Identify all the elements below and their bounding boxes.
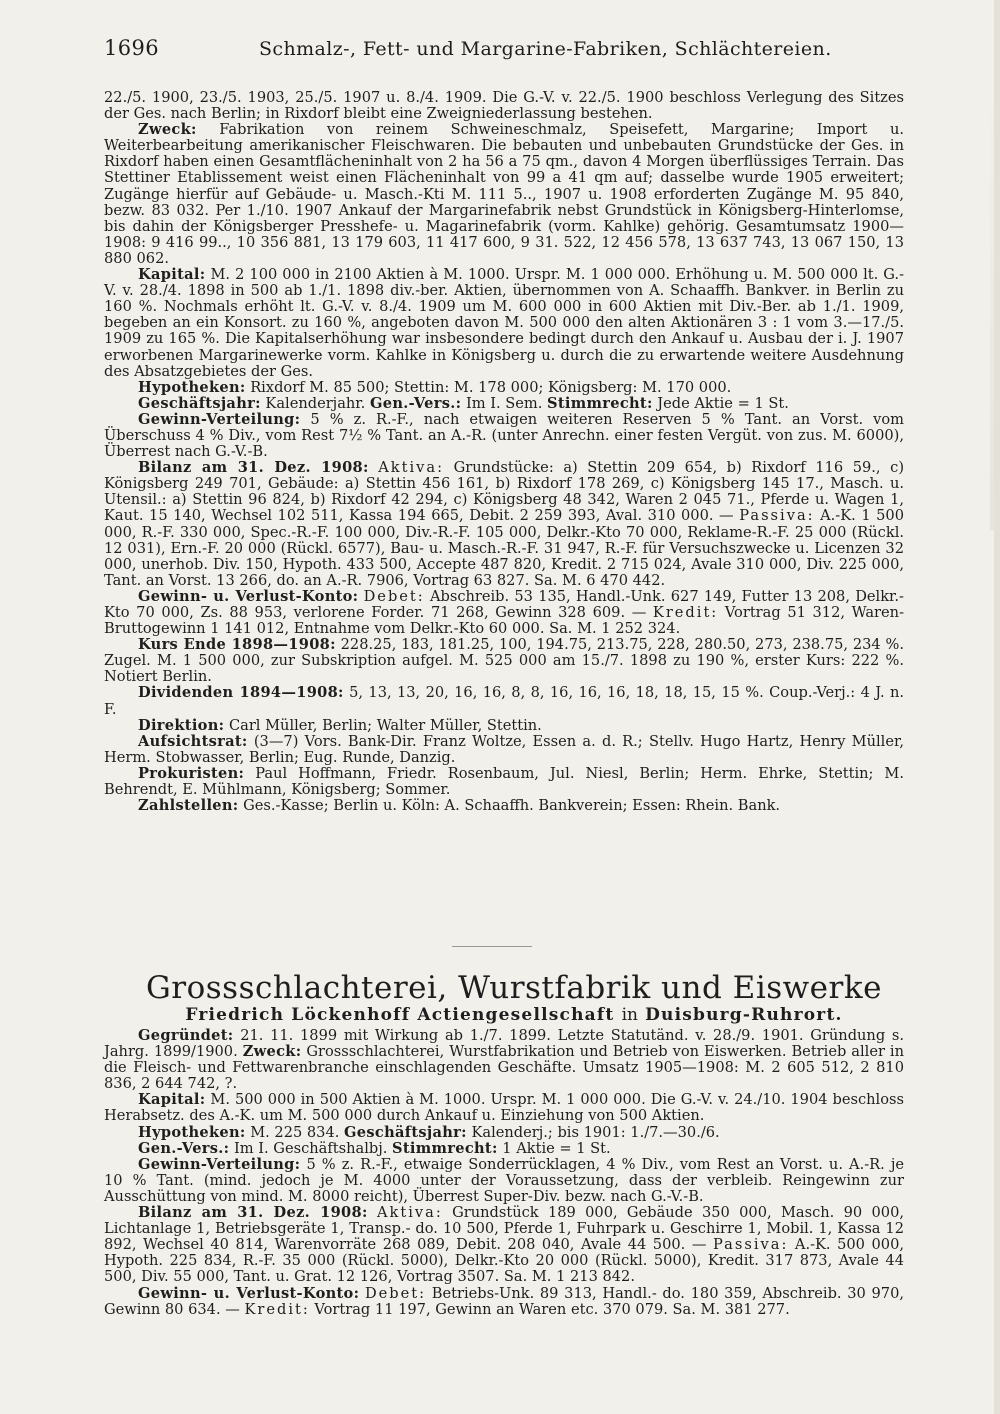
dividenden-paragraph (104, 685, 904, 717)
page-number: 1696 (104, 36, 160, 60)
kapital2-text: M. 500 000 in 500 Aktien à M. 1000. Urspr. M. 1 000 000. Die G.-V. v. 24./10. 1904 beschloss Herabsetz. des A.-K. um M. 500 000 durch Ankauf u. Einziehung von 500 Aktien. (104, 1091, 904, 1125)
stimmrecht-text: Jede Aktie = 1 St. (657, 394, 789, 412)
hypotheken2-paragraph (104, 1125, 904, 1141)
guv2-debet-text: Betriebs-Unk. 89 313, Handl.- do. 180 359, Abschreib. 30 970, Gewinn 80 634. — (104, 1284, 904, 1318)
subtitle-place: Duisburg-Ruhrort. (645, 1005, 843, 1025)
company-entry-continued (104, 90, 904, 814)
kurs-label: Kurs Ende 1898—1908: (138, 636, 336, 654)
guv-paragraph (104, 589, 904, 637)
geschaeftsjahr-text: Kalenderjahr. (265, 394, 366, 412)
stimmrecht2-label: Stimmrecht: (392, 1139, 498, 1157)
geschaeftsjahr2-label: Geschäftsjahr: (344, 1123, 467, 1141)
zweck-text: Fabrikation von reinem Schweineschmalz, Speisefett, Margarine; Import u. Weiterbearbeitung amerikanischer Fleischwaren. Die bebauten und unbebauten Grundstücke der Ges. in Rixdorf haben einen Gesamtflächeninhalt von 2 ha 56 a 75 qm., davon 4 Morgen überflüssiges Terrain. Das Stettiner Etablissement weist einen Flächeninhalt von 99 a 41 qm auf; dasselbe wurde 1905 erweitert; Zugänge hierfür auf Gebäude- u. Masch.-Kti M. 111 5.., 1907 u. 1908 erforderten Zugänge M. 95 840, bezw. 83 032. Per 1./10. 1907 Ankauf der Margarinefabrik nebst Grundstück in Königsberg-Hinterlomse, bis dahin der Königsberger Presshefe- u. Magarinefabrik (vorm. Kahlke) gehörig. Gesamtumsatz 1900—1908: 9 416 99.., 10 356 881, 13 179 603, 11 417 600, 9 31. 522, 12 456 578, 13 637 743, 13 067 150, 13 880 062. (104, 121, 904, 267)
dividenden-label: Dividenden 1894—1908: (138, 684, 344, 702)
guv-label: Gewinn- u. Verlust-Konto: (138, 587, 359, 605)
zweck2-text: Grossschlachterei, Wurstfabrikation und Betrieb von Eiswerken. Betrieb aller in die Fleisch- und Fettwarenbranche einschlagenden Geschäfte. Umsatz 1905—1908: M. 2 605 512, 2 810 836, 2 644 742, ?. (104, 1043, 904, 1093)
company-entry-loeckenhoff (104, 1028, 904, 1318)
passiva-word: Passiva: (739, 507, 815, 525)
debet2-word: Debet: (364, 1284, 427, 1302)
subtitle-company-name: Friedrich Löckenhoff Actiengesellschaft (185, 1005, 615, 1025)
bilanz2-aktiva-text: Grundstück 189 000, Gebäude 350 000, Masch. 90 000, Lichtanlage 1, Betriebsgeräte 1, Transp.- do. 10 500, Pferde 1, Fuhrpark u. Geschirre 1, Mobil. 1, Kassa 12 892, Wechsel 40 814, Warenvorräte 268 089, Debit. 208 040, Avale 44 500. — (104, 1204, 905, 1254)
guv2-label: Gewinn- u. Verlust-Konto: (138, 1284, 360, 1302)
bilanz-label: Bilanz am 31. Dez. 1908: (138, 459, 369, 477)
kredit-word: Kredit: (652, 604, 719, 621)
zweck2-label: Zweck: (242, 1043, 302, 1061)
prokuristen-label: Prokuristen: (138, 764, 245, 782)
bilanz2-label: Bilanz am 31. Dez. 1908: (138, 1204, 368, 1222)
geschaeftsjahr2-text: Kalenderj.; bis 1901: 1./7.—30./6. (471, 1123, 720, 1141)
running-title: Schmalz-, Fett- und Margarine-Fabriken, Schlächtereien. (259, 38, 832, 60)
passiva2-word: Passiva: (713, 1236, 789, 1254)
gen-vers-text: Im I. Sem. (465, 394, 543, 412)
aufsichtsrat-label: Aufsichtsrat: (138, 732, 248, 750)
stimmrecht2-text: 1 Aktie = 1 St. (502, 1139, 611, 1157)
geschaeftsjahr-paragraph (104, 396, 904, 412)
gewinn-verteilung-paragraph (104, 412, 904, 460)
history-paragraph: 22./5. 1900, 23./5. 1903, 25./5. 1907 u. 8./4. 1909. Die G.-V. v. 22./5. 1900 beschloss Verlegung des Sitzes der Ges. nach Berlin; in Rixdorf bleibt eine Zweigniederlassung bestehen. (104, 89, 904, 123)
dividenden-text: 5, 13, 13, 20, 16, 16, 8, 8, 16, 16, 16, 18, 18, 15, 15 %. Coup.-Verj.: 4 J. n. F. (104, 684, 904, 718)
bilanz2-passiva-text: A.-K. 500 000, Hypoth. 225 834, R.-F. 35 000 (Rückl. 5000), Delkr.-Kto 20 000 (Rückl. 5000), Kredit. 317 873, Avale 44 500, Div. 55 000, Tant. u. Grat. 12 126, Vortrag 3507. Sa. M. 1 213 842. (104, 1236, 905, 1286)
kapital-label: Kapital: (138, 266, 206, 284)
bilanz2-paragraph (104, 1205, 904, 1285)
direktion-paragraph (104, 718, 904, 734)
zahlstellen-paragraph (104, 798, 904, 814)
bilanz-passiva-text: A.-K. 1 500 000, R.-F. 330 000, Spec.-R.-F. 100 000, Div.-R.-F. 105 000, Delkr.-Kto 70 000, Reklame-R.-F. 25 000 (Rückl. 12 031), Ern.-F. 20 000 (Rückl. 6577), Bau- u. Masch.-R.-F. 31 947, R.-F. für Versuchszwecke u. Licenzen 32 000, unerhob. Div. 150, Hypoth. 433 500, Accepte 487 820, Kredit. 2 715 024, Avale 310 000, Div. 225 000, Tant. an Vorst. 13 266, do. an A.-R. 7906, Vortrag 63 827. Sa. M. 6 470 442. (104, 507, 904, 589)
guv2-paragraph (104, 1286, 904, 1318)
gegruendet-paragraph (104, 1028, 904, 1092)
gewinn-verteilung-text: 5 % z. R.-F., nach etwaigen weiteren Reserven 5 % Tant. an Vorst. vom Überschuss 4 % Div., vom Rest 7½ % Tant. an A.-R. (unter Anrechn. einer festen Vergüt. von zus. M. 6000), Überrest nach G.-V.-B. (104, 410, 905, 461)
debet-word: Debet: (363, 587, 425, 605)
prokuristen-paragraph (104, 766, 904, 798)
prokuristen-text: Paul Hoffmann, Friedr. Rosenbaum, Jul. Niesl, Berlin; Herm. Ehrke, Stettin; M. Behrendt, E. Mühlmann, Königsberg; Sommer. (104, 764, 905, 799)
guv-kredit-text: Vortrag 51 312, Waren-Bruttogewinn 1 141 012, Entnahme vom Delkr.-Kto 60 000. Sa. M. 1 252 324. (104, 604, 904, 638)
gen-vers-label: Gen.-Vers.: (369, 394, 462, 412)
gen-vers2-text: Im I. Geschäftshalbj. (234, 1139, 388, 1157)
gewinn-verteilung2-text: 5 % z. R.-F., etwaige Sonderrücklagen, 4 % Div., vom Rest an Vorst. u. A.-R. je 10 % Tant. (mind. jedoch je M. 4000 unter der Voraussetzung, dass der verbleib. Reingewinn zur Ausschüttung von mind. M. 8000 reicht), Überrest Super-Div. bezw. nach G.-V.-B. (104, 1155, 905, 1205)
kurs-paragraph (104, 637, 904, 685)
aufsichtsrat-text: (3—7) Vors. Bank-Dir. Franz Woltze, Essen a. d. R.; Stellv. Hugo Hartz, Henry Müller, Herm. Stobwasser, Berlin; Eug. Runde, Danzig. (104, 732, 904, 766)
zahlstellen-label: Zahlstellen: (138, 797, 239, 815)
bilanz-paragraph (104, 460, 904, 589)
kurs-text: 228.25, 183, 181.25, 100, 194.75, 213.75, 228, 280.50, 273, 238.75, 234 %. Zugel. M. 1 500 000, zur Subskription aufgel. M. 525 000 am 15./7. 1898 zu 190 %, erster Kurs: 222 %. Notiert Berlin. (104, 636, 904, 686)
gegruendet-text: 21. 11. 1899 mit Wirkung ab 1./7. 1899. Letzte Statutänd. v. 28./9. 1901. Gründung s. Jahrg. 1899/1900. (104, 1027, 904, 1061)
hypotheken-paragraph (104, 380, 904, 396)
aufsichtsrat-paragraph (104, 734, 904, 766)
direktion-text: Carl Müller, Berlin; Walter Müller, Stettin. (228, 716, 542, 734)
gewinn-verteilung2-label: Gewinn-Verteilung: (138, 1155, 301, 1173)
page-spine-shadow (994, 0, 1000, 1414)
company-subtitle (104, 1005, 924, 1025)
gewinn-verteilung-label: Gewinn-Verteilung: (138, 410, 301, 428)
direktion-label: Direktion: (138, 716, 225, 734)
guv-debet-text: Abschreib. 53 135, Handl.-Unk. 627 149, Futter 13 208, Delkr.-Kto 70 000, Zs. 88 953, verlorene Forder. 71 268, Gewinn 328 609. — (104, 587, 904, 621)
kapital-text: M. 2 100 000 in 2100 Aktien à M. 1000. Urspr. M. 1 000 000. Erhöhung u. M. 500 000 lt. G.-V. v. 28./4. 1898 in 500 ab 1./1. 1898 div.-ber. Aktien, übernommen von A. Schaaffh. Bankver. in Berlin zu 160 %. Nochmals erhöht lt. G.-V. v. 8./4. 1909 um M. 600 000 in 600 Aktien mit Div.-Ber. ab 1./1. 1909, begeben an ein Konsort. zu 160 %, angeboten davon M. 500 000 den alten Aktionären 3 : 1 vom 3.—17./5. 1909 zu 165 %. Die Kapitalserhöhung war insbesondere bedingt durch den Ankauf u. Ausbau der i. J. 1907 erworbenen Margarinewerke vorm. Kahlke in Königsberg u. durch die zu erwartende weitere Ausdehnung des Absatzgebietes der Ges. (104, 266, 905, 380)
stimmrecht-label: Stimmrecht: (547, 394, 653, 412)
kredit2-word: Kredit: (244, 1300, 310, 1318)
company-title: Grossschlachterei, Wurstfabrik und Eiswerke (146, 970, 882, 1006)
gen-vers2-label: Gen.-Vers.: (138, 1139, 230, 1157)
aktiva-word: Aktiva: (378, 459, 445, 477)
gen-vers2-paragraph (104, 1141, 904, 1157)
guv2-kredit-text: Vortrag 11 197, Gewinn an Waren etc. 370 079. Sa. M. 381 277. (314, 1300, 790, 1318)
kapital2-label: Kapital: (138, 1091, 206, 1109)
hypotheken2-text: M. 225 834. (250, 1123, 340, 1141)
hypotheken-text: Rixdorf M. 85 500; Stettin: M. 178 000; Königsberg: M. 170 000. (250, 378, 732, 396)
bilanz-aktiva-text: Grundstücke: a) Stettin 209 654, b) Rixdorf 116 59., c) Königsberg 249 701, Gebäude: a) Stettin 456 161, b) Rixdorf 178 269, c) Königsberg 145 17., Masch. u. Utensil.: a) Stettin 96 824, b) Rixdorf 42 294, c) Königsberg 48 342, Waren 2 045 71., Pferde u. Wagen 1, Kaut. 15 140, Wechsel 102 511, Kassa 194 665, Debit. 2 259 393, Aval. 310 000. — (104, 459, 905, 525)
hypotheken-label: Hypotheken: (138, 378, 246, 396)
zweck-paragraph (104, 122, 904, 267)
geschaeftsjahr-label: Geschäftsjahr: (138, 394, 261, 412)
subtitle-in: in (621, 1005, 638, 1025)
kapital2-paragraph (104, 1092, 904, 1124)
hypotheken2-label: Hypotheken: (138, 1123, 246, 1141)
zweck-label: Zweck: (138, 121, 197, 139)
kapital-paragraph (104, 267, 904, 380)
gegruendet-label: Gegründet: (138, 1027, 234, 1044)
section-divider (452, 946, 532, 947)
gewinn-verteilung2-paragraph (104, 1157, 904, 1205)
aktiva2-word: Aktiva: (376, 1204, 443, 1222)
zahlstellen-text: Ges.-Kasse; Berlin u. Köln: A. Schaaffh. Bankverein; Essen: Rhein. Bank. (243, 797, 781, 815)
